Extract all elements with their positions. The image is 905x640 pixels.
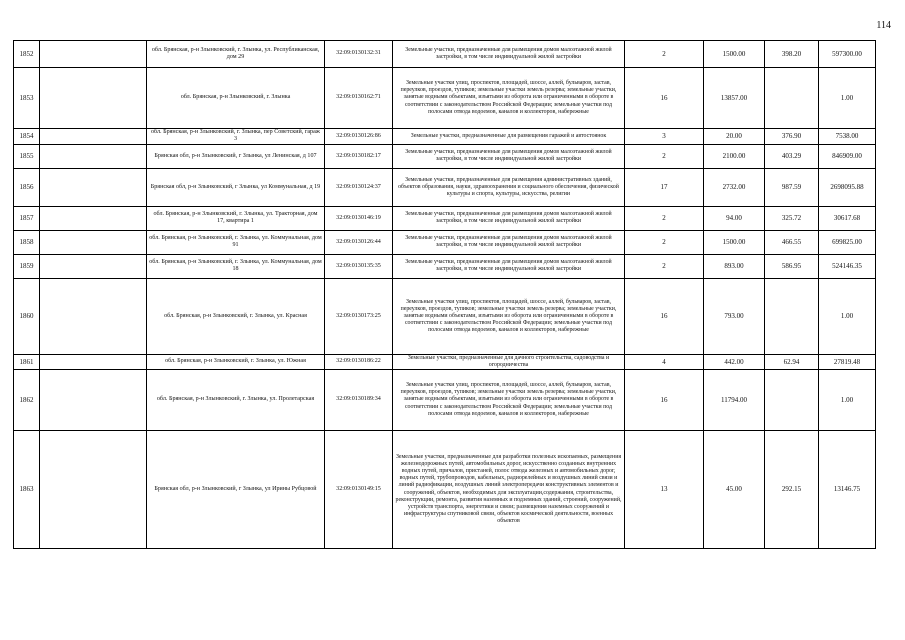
table-row	[14, 41, 876, 68]
table-row	[14, 206, 876, 230]
land-use-cell: Земельные участки улиц, проспектов, площадей, шоссе, аллей, бульваров, застав, переулков, проездов, тупиков; земельные участки земель резерва; земельные участки, занятые водными объектами, изъятыми из оборота или ограниченными в обороте в соответствии с законодательством Российской Федерации; земельные участки под полосами отвода водоемов, каналов и коллекторов, набережные	[393, 68, 625, 129]
specific-value-cell: 292.15	[765, 431, 819, 549]
cadastral-value-cell: 27819.48	[819, 354, 876, 369]
table-row	[14, 129, 876, 145]
land-use-cell: Земельные участки, предназначенные для размещения домов малоэтажной жилой застройки, в том числе индивидуальной жилой застройки	[393, 230, 625, 254]
table-row	[14, 168, 876, 206]
cadastral-value-cell: 699825.00	[819, 230, 876, 254]
cadastral-number-cell: 32:09:0130124:37	[325, 168, 393, 206]
address-cell: обл. Брянская, р-н Злынковский, г. Злынка, ул. Республиканская, дом 29	[147, 41, 325, 68]
row-number: 1854	[14, 129, 40, 145]
use-group-cell: 17	[625, 168, 704, 206]
address-cell: Брянская обл, р-н Злынковский, г Злынка, ул Коммунальная, д 19	[147, 168, 325, 206]
table-row	[14, 230, 876, 254]
cadastral-number-cell: 32:09:0130126:44	[325, 230, 393, 254]
specific-value-cell: 398.20	[765, 41, 819, 68]
row-number: 1862	[14, 370, 40, 431]
row-number: 1863	[14, 431, 40, 549]
spacer-cell	[40, 129, 147, 145]
table-row	[14, 144, 876, 168]
row-number: 1852	[14, 41, 40, 68]
specific-value-cell: 376.90	[765, 129, 819, 145]
use-group-cell: 2	[625, 206, 704, 230]
spacer-cell	[40, 168, 147, 206]
table-body	[14, 41, 876, 549]
spacer-cell	[40, 278, 147, 354]
cadastral-value-cell: 2698095.88	[819, 168, 876, 206]
page-number: 114	[876, 20, 891, 31]
table-row	[14, 431, 876, 549]
land-use-cell: Земельные участки, предназначенные для размещения домов малоэтажной жилой застройки, в том числе индивидуальной жилой застройки	[393, 144, 625, 168]
specific-value-cell: 325.72	[765, 206, 819, 230]
spacer-cell	[40, 41, 147, 68]
specific-value-cell: 987.59	[765, 168, 819, 206]
address-cell: обл. Брянская, р-н Злынковский, г. Злынка, пер Советский, гараж 3	[147, 129, 325, 145]
specific-value-cell	[765, 68, 819, 129]
area-cell: 2732.00	[704, 168, 765, 206]
spacer-cell	[40, 68, 147, 129]
use-group-cell: 2	[625, 41, 704, 68]
cadastral-value-cell: 30617.68	[819, 206, 876, 230]
row-number: 1858	[14, 230, 40, 254]
land-use-cell: Земельные участки, предназначенные для размещения домов малоэтажной жилой застройки, в том числе индивидуальной жилой застройки	[393, 206, 625, 230]
cadastral-value-cell: 13146.75	[819, 431, 876, 549]
use-group-cell: 16	[625, 370, 704, 431]
spacer-cell	[40, 206, 147, 230]
spacer-cell	[40, 230, 147, 254]
area-cell: 94.00	[704, 206, 765, 230]
use-group-cell: 2	[625, 254, 704, 278]
use-group-cell: 2	[625, 230, 704, 254]
address-cell: обл. Брянская, р-н Злынковский, г. Злынка, ул. Коммунальная, дом 18	[147, 254, 325, 278]
cadastral-value-cell: 1.00	[819, 370, 876, 431]
land-use-cell: Земельные участки улиц, проспектов, площадей, шоссе, аллей, бульваров, застав, переулков, проездов, тупиков; земельные участки земель резерва; земельные участки, занятые водными объектами, изъятыми из оборота или ограниченными в обороте в соответствии с законодательством Российской Федерации; земельные участки под полосами отвода водоемов, каналов и коллекторов, набережные	[393, 278, 625, 354]
address-cell: обл. Брянская, р-н Злынковский, г. Злынка, ул. Тракторная, дом 17, квартира 1	[147, 206, 325, 230]
land-use-cell: Земельные участки, предназначенные для размещения домов малоэтажной жилой застройки, в том числе индивидуальной жилой застройки	[393, 254, 625, 278]
area-cell: 20.00	[704, 129, 765, 145]
cadastral-value-cell: 1.00	[819, 278, 876, 354]
spacer-cell	[40, 354, 147, 369]
cadastral-value-cell: 597300.00	[819, 41, 876, 68]
specific-value-cell: 466.55	[765, 230, 819, 254]
address-cell: обл. Брянская, р-н Злынковский, г. Злынка, ул. Коммунальная, дом 91	[147, 230, 325, 254]
use-group-cell: 4	[625, 354, 704, 369]
row-number: 1856	[14, 168, 40, 206]
specific-value-cell: 62.94	[765, 354, 819, 369]
area-cell: 13857.00	[704, 68, 765, 129]
table-row	[14, 68, 876, 129]
table-row	[14, 278, 876, 354]
spacer-cell	[40, 144, 147, 168]
land-use-cell: Земельные участки, предназначенные для размещения домов малоэтажной жилой застройки, в том числе индивидуальной жилой застройки	[393, 41, 625, 68]
spacer-cell	[40, 254, 147, 278]
area-cell: 2100.00	[704, 144, 765, 168]
use-group-cell: 16	[625, 278, 704, 354]
specific-value-cell	[765, 278, 819, 354]
area-cell: 442.00	[704, 354, 765, 369]
land-use-cell: Земельные участки, предназначенные для размещения административных зданий, объектов образования, науки, здравоохранения и социального обеспечения, физической культуры и спорта, культуры, искусства, религии	[393, 168, 625, 206]
area-cell: 893.00	[704, 254, 765, 278]
area-cell: 45.00	[704, 431, 765, 549]
cadastral-number-cell: 32:09:0130132:31	[325, 41, 393, 68]
row-number: 1859	[14, 254, 40, 278]
address-cell: обл. Брянская, р-н Злынковский, г. Злынка, ул. Красная	[147, 278, 325, 354]
specific-value-cell	[765, 370, 819, 431]
specific-value-cell: 586.95	[765, 254, 819, 278]
use-group-cell: 16	[625, 68, 704, 129]
use-group-cell: 13	[625, 431, 704, 549]
use-group-cell: 3	[625, 129, 704, 145]
cadastral-value-cell: 846909.00	[819, 144, 876, 168]
cadastral-value-cell: 524146.35	[819, 254, 876, 278]
row-number: 1857	[14, 206, 40, 230]
cadastral-number-cell: 32:09:0130189:34	[325, 370, 393, 431]
spacer-cell	[40, 370, 147, 431]
row-number: 1855	[14, 144, 40, 168]
row-number: 1861	[14, 354, 40, 369]
area-cell: 1500.00	[704, 41, 765, 68]
area-cell: 11794.00	[704, 370, 765, 431]
table-row	[14, 254, 876, 278]
cadastral-number-cell: 32:09:0130146:19	[325, 206, 393, 230]
cadastral-number-cell: 32:09:0130135:35	[325, 254, 393, 278]
table-row	[14, 354, 876, 369]
row-number: 1853	[14, 68, 40, 129]
cadastral-number-cell: 32:09:0130149:15	[325, 431, 393, 549]
land-use-cell: Земельные участки, предназначенные для разработки полезных ископаемых, размещения железнодорожных путей, автомобильных дорог, искусственно созданных внутренних водных путей, причалов, пристаней, полос отвода железных и автомобильных дорог, водных путей, трубопроводов, кабельных, радиорелейных и воздушных линий связи и линий радиофикации, воздушных линий электропередачи конструктивных элементов и сооружений, объектов, необходимых для эксплуатации,содержания, строительства, реконструкции, ремонта, развития наземных и подземных зданий, строений, сооружений, устройств транспорта, энергетики и связи; размещения наземных сооружений и инфраструктуры спутниковой связи, объектов космической деятельности, военных объектов	[393, 431, 625, 549]
address-cell: Брянская обл, р-н Злынковский, г Злынка, ул Ленинская, д 107	[147, 144, 325, 168]
row-number: 1860	[14, 278, 40, 354]
cadastral-value-table	[13, 40, 876, 549]
address-cell: обл. Брянская, р-н Злынковский, г. Злынка, ул. Пролетарская	[147, 370, 325, 431]
land-use-cell: Земельные участки улиц, проспектов, площадей, шоссе, аллей, бульваров, застав, переулков, проездов, тупиков; земельные участки земель резерва; земельные участки, занятые водными объектами, изъятыми из оборота или ограниченными в обороте в соответствии с законодательством Российской Федерации; земельные участки под полосами отвода водоемов, каналов и коллекторов, набережные	[393, 370, 625, 431]
cadastral-number-cell: 32:09:0130126:86	[325, 129, 393, 145]
cadastral-value-cell: 1.00	[819, 68, 876, 129]
land-use-cell: Земельные участки, предназначенные для размещения гаражей и автостоянок	[393, 129, 625, 145]
table-row	[14, 370, 876, 431]
area-cell: 1500.00	[704, 230, 765, 254]
use-group-cell: 2	[625, 144, 704, 168]
area-cell: 793.00	[704, 278, 765, 354]
cadastral-number-cell: 32:09:0130162:71	[325, 68, 393, 129]
cadastral-value-cell: 7538.00	[819, 129, 876, 145]
address-cell: обл. Брянская, р-н Злынковский, г. Злынка	[147, 68, 325, 129]
address-cell: обл. Брянская, р-н Злынковский, г. Злынка, ул. Южная	[147, 354, 325, 369]
cadastral-number-cell: 32:09:0130173:25	[325, 278, 393, 354]
cadastral-number-cell: 32:09:0130186:22	[325, 354, 393, 369]
cadastral-number-cell: 32:09:0130182:17	[325, 144, 393, 168]
land-use-cell: Земельные участки, предназначенные для дачного строительства, садоводства и огородничества	[393, 354, 625, 369]
address-cell: Брянская обл, р-н Злынковский, г Злынка, ул Ирины Рубцовой	[147, 431, 325, 549]
specific-value-cell: 403.29	[765, 144, 819, 168]
spacer-cell	[40, 431, 147, 549]
